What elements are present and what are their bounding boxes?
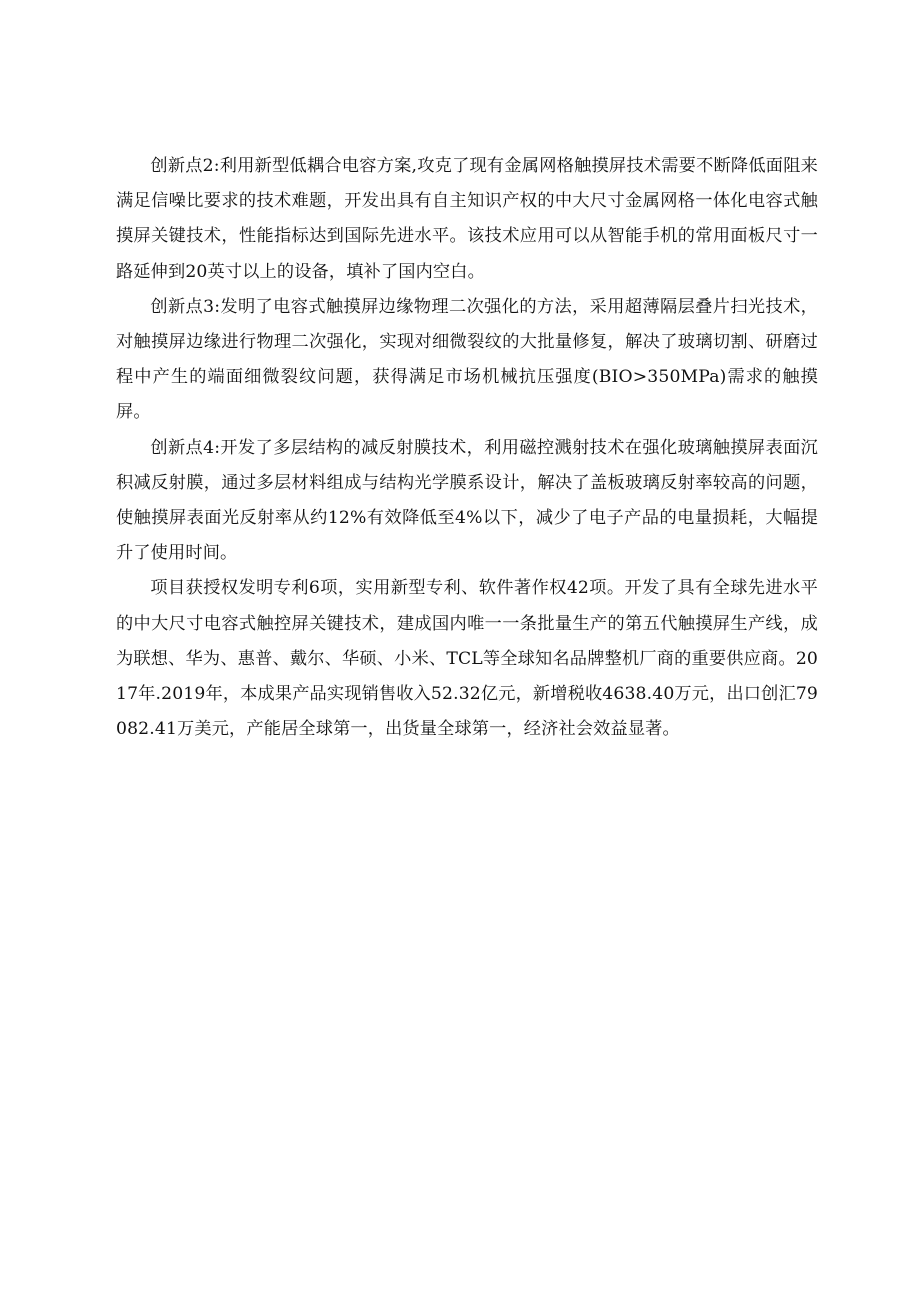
- paragraph-innovation-3: 创新点3:发明了电容式触摸屏边缘物理二次强化的方法，采用超薄隔层叠片扫光技术，对触摸屏边缘进行物理二次强化，实现对细微裂纹的大批量修复，解决了玻璃切割、研磨过程中产生的端面细微裂纹问题，获得满足市场机械抗压强度(BIO>350MPa)需求的触摸屏。: [116, 296, 818, 423]
- paragraph-innovation-2: 创新点2:利用新型低耦合电容方案,攻克了现有金属网格触摸屏技术需要不断降低面阻来满足信噪比要求的技术难题，开发出具有自主知识产权的中大尺寸金属网格一体化电容式触摸屏关键技术，性能指标达到国际先进水平。该技术应用可以从智能手机的常用面板尺寸一路延伸到20英寸以上的设备，填补了国内空白。: [116, 156, 818, 282]
- paragraph-innovation-4: 创新点4:开发了多层结构的减反射膜技术，利用磁控溅射技术在强化玻璃触摸屏表面沉积减反射膜，通过多层材料组成与结构光学膜系设计，解决了盖板玻璃反射率较高的问题，使触摸屏表面光反射率从约12%有效降低至4%以下，减少了电子产品的电量损耗，大幅提升了使用时间。: [116, 437, 818, 564]
- paragraph-project-results: 项目获授权发明专利6项，实用新型专利、软件著作权42项。开发了具有全球先进水平的中大尺寸电容式触控屏关键技术，建成国内唯一一条批量生产的第五代触摸屏生产线，成为联想、华为、惠普、戴尔、华硕、小米、TCL等全球知名品牌整机厂商的重要供应商。2017年.2019年，本成果产品实现销售收入52.32亿元，新增税收4638.40万元，出口创汇79082.41万美元，产能居全球第一，出货量全球第一，经济社会效益显著。: [116, 578, 818, 740]
- document-body: [116, 149, 818, 747]
